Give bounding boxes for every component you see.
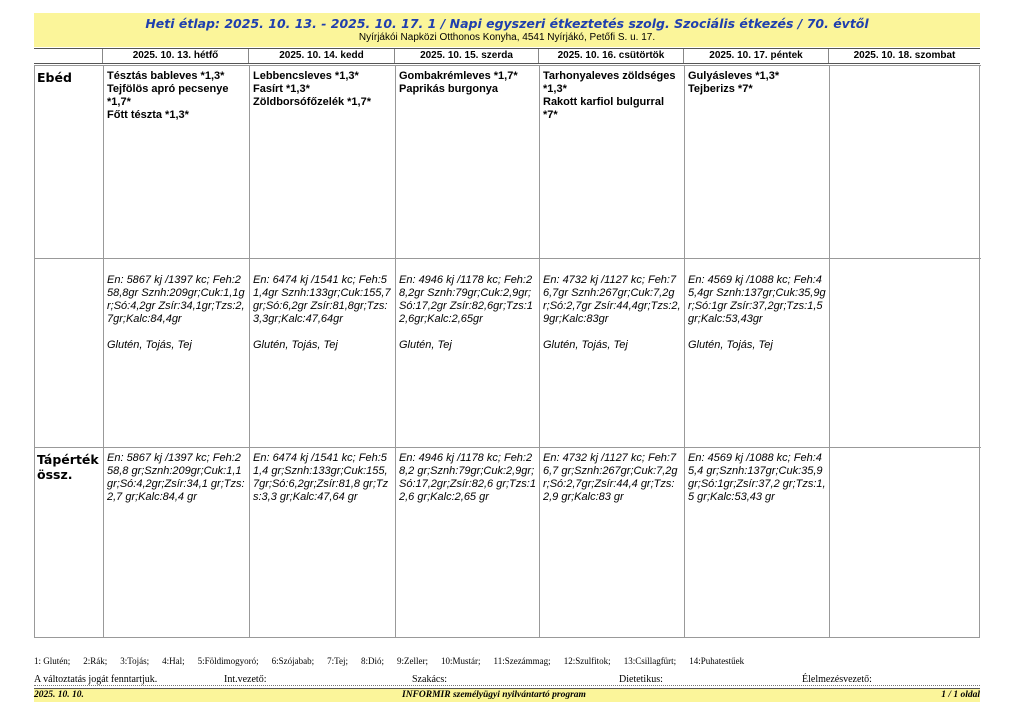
nutrition-cell — [684, 258, 829, 447]
meal-list: Lebbencsleves *1,3* Fasírt *1,3* Zöldborsófőzelék *1,7* — [253, 70, 371, 108]
page-footer — [34, 688, 980, 702]
allergen-list: Glutén, Tojás, Tej — [107, 339, 192, 351]
summary-values: En: 4569 kj /1088 kc; Feh:45,4 gr;Sznh:137gr;Cuk:35,9gr;Só:1gr;Zsír:37,2 gr;Tzs:1,5 gr;Kalc:53,43 gr — [688, 452, 826, 503]
day-header: 2025. 10. 18. szombat — [828, 49, 980, 63]
meal-cell — [684, 65, 829, 258]
day-header: 2025. 10. 16. csütörtök — [538, 49, 683, 63]
nutrition-cell — [103, 258, 249, 447]
signature-row — [34, 674, 980, 686]
szakacs-label: Szakács: — [412, 674, 447, 685]
legend-item: 6:Szójabab; — [271, 656, 315, 666]
print-date: 2025. 10. 10. — [34, 690, 84, 700]
summary-values: En: 4732 kj /1127 kc; Feh:76,7 gr;Sznh:267gr;Cuk:7,2gr;Só:2,7gr;Zsír:44,4 gr;Tzs:2,9 gr;Kalc:83 gr — [543, 452, 678, 503]
nutrition-cell — [539, 258, 684, 447]
meal-list: Gulyásleves *1,3* Tejberizs *7* — [688, 70, 780, 95]
meal-list: Tésztás bableves *1,3* Tejfölös apró pecsenye *1,7* Főtt tészta *1,3* — [107, 70, 229, 121]
legend-item: 8:Dió; — [361, 656, 385, 666]
legend-item: 13:Csillagfürt; — [623, 656, 677, 666]
page-number: 1 / 1 oldal — [941, 690, 980, 700]
kitchen-address: Nyírjákói Napközi Otthonos Konyha, 4541 Nyírjákó, Petőfi S. u. 17. — [358, 32, 656, 43]
meal-cell — [539, 65, 684, 258]
summary-cell — [249, 447, 395, 638]
meal-cell — [103, 65, 249, 258]
allergen-list: Glutén, Tojás, Tej — [543, 339, 628, 351]
legend-item: 9:Zeller; — [397, 656, 429, 666]
allergen-legend — [34, 656, 980, 666]
meal-list: Gombakrémleves *1,7* Paprikás burgonya — [399, 70, 518, 95]
summary-cell — [103, 447, 249, 638]
legend-item: 10:Mustár; — [441, 656, 481, 666]
allergen-list: Glutén, Tojás, Tej — [253, 339, 338, 351]
nutrition-values: En: 5867 kj /1397 kc; Feh:258,8gr Sznh:209gr;Cuk:1,1gr;Só:4,2gr Zsír:34,1gr;Tzs:2,7gr;Kalc:84,4gr — [107, 274, 245, 325]
summary-cell — [684, 447, 829, 638]
legend-item: 12:Szulfitok; — [563, 656, 611, 666]
menu-header — [34, 13, 980, 47]
summary-cell — [395, 447, 539, 638]
nutrition-cell — [249, 258, 395, 447]
meal-cell — [395, 65, 539, 258]
elelmezesvezeto-label: Élelmezésvezető: — [802, 674, 872, 685]
row-label-nutrition — [35, 258, 103, 447]
nutrition-values: En: 4946 kj /1178 kc; Feh:28,2gr Sznh:79gr;Cuk:2,9gr;Só:17,2gr Zsír:82,6gr;Tzs:12,6gr;Kalc:2,65gr — [399, 274, 533, 325]
rights-note: A változtatás jogát fenntartjuk. — [34, 674, 158, 685]
summary-values: En: 5867 kj /1397 kc; Feh:258,8 gr;Sznh:209gr;Cuk:1,1gr;Só:4,2gr;Zsír:34,1 gr;Tzs:2,7 gr;Kalc:84,4 gr — [107, 452, 245, 503]
summary-cell — [829, 447, 981, 638]
legend-item: 3:Tojás; — [120, 656, 150, 666]
row-label-summary: Tápérték össz. — [35, 447, 103, 638]
legend-item: 7:Tej; — [327, 656, 349, 666]
day-header-row — [34, 48, 980, 64]
nutrition-values: En: 4569 kj /1088 kc; Feh:45,4gr Sznh:137gr;Cuk:35,9gr;Só:1gr Zsír:37,2gr;Tzs:1,5gr;Kalc:53,43gr — [688, 274, 826, 325]
menu-title: Heti étlap: 2025. 10. 13. - 2025. 10. 17. 1 / Napi egyszeri étkeztetés szolg. Szociális étkezés / 70. évtől — [145, 16, 869, 31]
nutrition-values — [833, 263, 978, 274]
summary-values: En: 6474 kj /1541 kc; Feh:51,4 gr;Sznh:133gr;Cuk:155,7gr;Só:6,2gr;Zsír:81,8 gr;Tzs:3,3 gr;Kalc:47,64 gr — [253, 452, 389, 503]
legend-item: 5:Földimogyoró; — [197, 656, 259, 666]
allergen-list: Glutén, Tej — [399, 339, 452, 351]
legend-item: 4:Hal; — [162, 656, 185, 666]
day-header: 2025. 10. 13. hétfő — [102, 49, 248, 63]
day-header: 2025. 10. 15. szerda — [394, 49, 538, 63]
meal-cell — [829, 65, 981, 258]
day-header: 2025. 10. 17. péntek — [683, 49, 828, 63]
legend-item: 2:Rák; — [83, 656, 108, 666]
corner-cell — [34, 49, 102, 63]
legend-item: 11:Szezámmag; — [493, 656, 551, 666]
menu-table — [34, 65, 980, 638]
meal-cell — [249, 65, 395, 258]
allergen-list: Glutén, Tojás, Tej — [688, 339, 773, 351]
day-header: 2025. 10. 14. kedd — [248, 49, 394, 63]
row-label-lunch: Ebéd — [35, 65, 103, 258]
nutrition-cell — [829, 258, 981, 447]
meal-list: Tarhonyaleves zöldséges *1,3* Rakott karfiol bulgurral *7* — [543, 70, 676, 121]
nutrition-values: En: 4732 kj /1127 kc; Feh:76,7gr Sznh:267gr;Cuk:7,2gr;Só:2,7gr Zsír:44,4gr;Tzs:2,9gr;Kalc:83gr — [543, 274, 681, 325]
nutrition-cell — [395, 258, 539, 447]
program-name: INFORMIR személyügyi nyilvántartó program — [402, 690, 586, 700]
nutrition-values: En: 6474 kj /1541 kc; Feh:51,4gr Sznh:133gr;Cuk:155,7gr;Só:6,2gr Zsír:81,8gr;Tzs:3,3gr;Kalc:47,64gr — [253, 274, 391, 325]
legend-item: 14:Puhatestűek — [689, 656, 745, 666]
dietetikus-label: Dietetikus: — [619, 674, 663, 685]
summary-values: En: 4946 kj /1178 kc; Feh:28,2 gr;Sznh:79gr;Cuk:2,9gr;Só:17,2gr;Zsír:82,6 gr;Tzs:12,6 gr;Kalc:2,65 gr — [399, 452, 536, 503]
summary-cell — [539, 447, 684, 638]
int-vezeto-label: Int.vezető: — [224, 674, 267, 685]
legend-item: 1: Glutén; — [34, 656, 71, 666]
